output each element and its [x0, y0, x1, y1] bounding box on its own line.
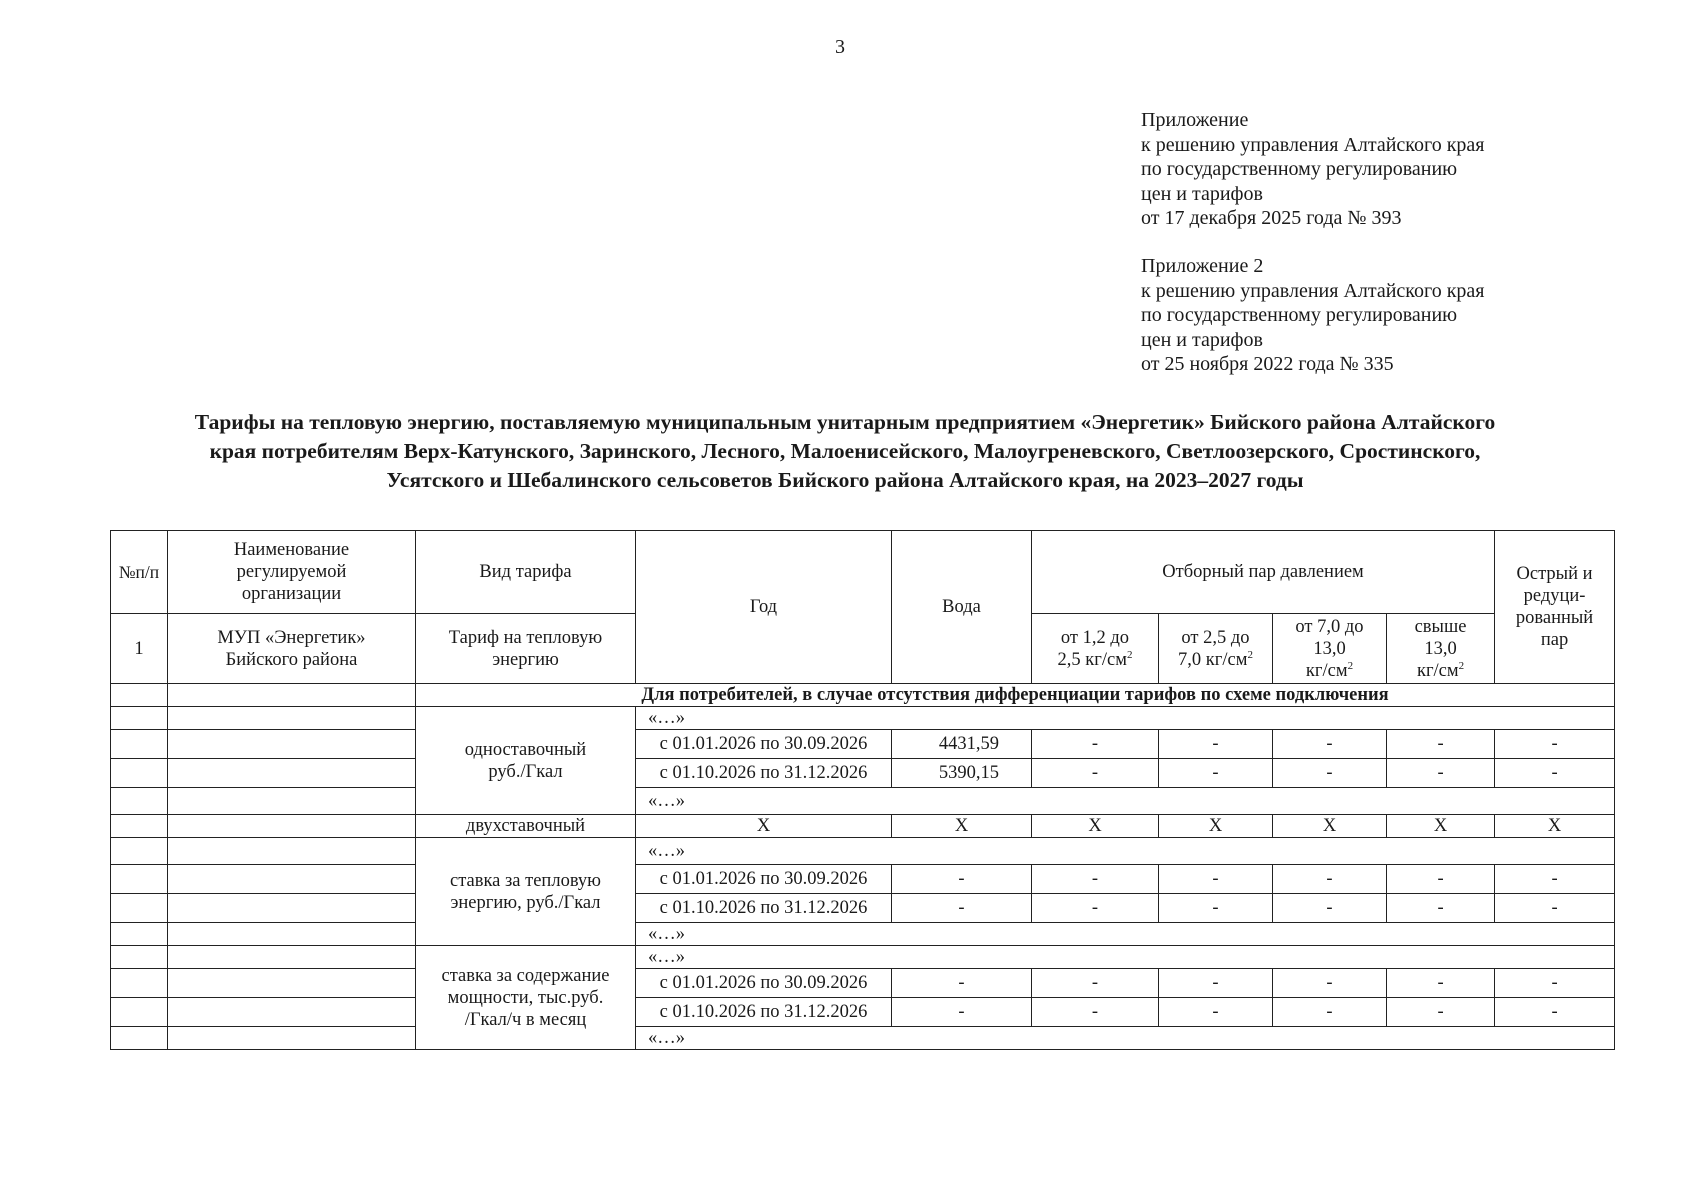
value-cell: - — [1495, 759, 1615, 788]
org-name-line: Бийского района — [225, 649, 358, 670]
steam-sup: 2 — [1458, 659, 1465, 672]
steam-line — [1036, 649, 1154, 671]
ellipsis-cell: «…» — [636, 838, 1615, 865]
ellipsis-cell: «…» — [636, 1027, 1615, 1050]
empty-cell — [111, 894, 168, 923]
header-steam-1 — [1032, 614, 1159, 684]
water-value: 5390,15 — [892, 759, 1032, 788]
header-sharp-line: редуци- — [1523, 586, 1586, 606]
label-line: ставка за содержание — [441, 965, 610, 986]
value-cell: - — [1159, 759, 1273, 788]
value-cell: - — [1273, 998, 1387, 1027]
header-year: Год — [636, 531, 892, 684]
value-cell: Х — [1387, 815, 1495, 838]
empty-cell — [111, 1027, 168, 1050]
org-name-line: МУП «Энергетик» — [217, 627, 366, 648]
table-row — [111, 815, 1615, 838]
document-title — [95, 408, 1595, 495]
steam-line: от 2,5 до — [1181, 627, 1250, 648]
header-steam-3 — [1273, 614, 1387, 684]
value-cell: - — [1032, 730, 1159, 759]
water-value: 4431,59 — [892, 730, 1032, 759]
value-cell: - — [1387, 969, 1495, 998]
value-cell: - — [1032, 969, 1159, 998]
section-row — [111, 684, 1615, 707]
label-line: ставка за тепловую — [449, 870, 601, 891]
period-cell: с 01.01.2026 по 30.09.2026 — [636, 865, 892, 894]
value-cell: Х — [636, 815, 892, 838]
appendix-line: от 17 декабря 2025 года № 393 — [1141, 207, 1402, 229]
header-num: №п/п — [111, 531, 168, 614]
value-cell: - — [1387, 759, 1495, 788]
value-cell: - — [1273, 969, 1387, 998]
org-tariff-line: Тариф на тепловую — [448, 627, 603, 648]
steam-line — [1277, 660, 1382, 682]
empty-cell — [111, 759, 168, 788]
empty-cell — [168, 684, 416, 707]
appendix-line: от 25 ноября 2022 года № 335 — [1141, 353, 1394, 375]
header-steam-4 — [1387, 614, 1495, 684]
table-row — [111, 923, 1615, 946]
header-steam: Отборный пар давлением — [1032, 531, 1495, 614]
empty-cell — [168, 838, 416, 865]
value-cell: - — [1159, 865, 1273, 894]
period-cell: с 01.01.2026 по 30.09.2026 — [636, 730, 892, 759]
empty-cell — [168, 759, 416, 788]
table-row — [111, 946, 1615, 969]
label-line: одноставочный — [464, 739, 587, 760]
value-cell: - — [892, 969, 1032, 998]
period-cell: с 01.10.2026 по 31.12.2026 — [636, 998, 892, 1027]
empty-cell — [168, 894, 416, 923]
steam-line: свыше — [1414, 616, 1467, 637]
org-tariff-type — [416, 614, 636, 684]
value-cell: Х — [1159, 815, 1273, 838]
empty-cell — [168, 946, 416, 969]
value-cell: - — [892, 865, 1032, 894]
table-row — [111, 865, 1615, 894]
empty-cell — [168, 730, 416, 759]
appendix-1-block — [1141, 108, 1485, 231]
table-row — [111, 894, 1615, 923]
header-org-line: регулируемой — [236, 562, 347, 582]
header-tariff-type: Вид тарифа — [416, 531, 636, 614]
value-cell: Х — [1495, 815, 1615, 838]
value-cell: - — [1032, 894, 1159, 923]
value-cell: - — [1495, 969, 1615, 998]
steam-line: от 7,0 до — [1295, 616, 1364, 637]
header-sharp-steam — [1495, 531, 1615, 684]
page-number: 3 — [835, 36, 845, 58]
value-cell: - — [1387, 998, 1495, 1027]
appendix-line: цен и тарифов — [1141, 328, 1263, 351]
tariff-table — [110, 530, 1615, 1050]
capacity-rate-label — [416, 946, 636, 1050]
table-row — [111, 969, 1615, 998]
label-line: энергию, руб./Гкал — [450, 892, 601, 913]
header-org-line: Наименование — [233, 540, 350, 560]
ellipsis-cell: «…» — [636, 946, 1615, 969]
value-cell: - — [1032, 865, 1159, 894]
appendix-line: по государственному регулированию — [1141, 158, 1458, 180]
steam-line — [1391, 660, 1490, 682]
steam-sup: 2 — [1347, 659, 1354, 672]
value-cell: Х — [1032, 815, 1159, 838]
ellipsis-cell: «…» — [636, 707, 1615, 730]
table-row — [111, 838, 1615, 865]
value-cell: - — [1273, 730, 1387, 759]
value-cell: - — [1159, 730, 1273, 759]
header-org-line: организации — [241, 584, 342, 604]
table-row — [111, 759, 1615, 788]
appendix-line: к решению управления Алтайского края — [1141, 279, 1485, 302]
steam-sup: 2 — [1247, 648, 1253, 661]
label-line: мощности, тыс.руб. — [447, 987, 604, 1008]
empty-cell — [168, 865, 416, 894]
steam-sup: 2 — [1126, 648, 1133, 661]
steam-line: от 1,2 до — [1060, 627, 1130, 648]
value-cell: - — [1495, 865, 1615, 894]
steam-line: 13,0 — [1424, 638, 1457, 659]
empty-cell — [111, 730, 168, 759]
title-line: края потребителям Верх-Катунского, Заринского, Лесного, Малоенисейского, Малоугреневского, Светлоозерского, Сростинского, — [209, 439, 1481, 463]
appendix-line: Приложение 2 — [1141, 255, 1264, 277]
value-cell: - — [1273, 865, 1387, 894]
ellipsis-cell: «…» — [636, 788, 1615, 815]
empty-cell — [111, 865, 168, 894]
empty-cell — [111, 923, 168, 946]
table-row — [111, 730, 1615, 759]
energy-rate-label — [416, 838, 636, 946]
table-row — [111, 1027, 1615, 1050]
org-tariff-line: энергию — [492, 649, 559, 670]
empty-cell — [111, 707, 168, 730]
period-cell: с 01.01.2026 по 30.09.2026 — [636, 969, 892, 998]
section-title: Для потребителей, в случае отсутствия дифференциации тарифов по схеме подключения — [416, 684, 1615, 707]
steam-unit: кг/см — [1416, 660, 1459, 681]
empty-cell — [111, 998, 168, 1027]
header-org-name — [168, 531, 416, 614]
value-cell: - — [1159, 969, 1273, 998]
steam-unit: 7,0 кг/см — [1178, 649, 1248, 670]
org-name — [168, 614, 416, 684]
value-cell: - — [1273, 894, 1387, 923]
appendix-2-block — [1141, 254, 1485, 377]
empty-cell — [168, 815, 416, 838]
empty-cell — [111, 815, 168, 838]
value-cell: - — [1387, 894, 1495, 923]
empty-cell — [111, 788, 168, 815]
header-row — [111, 531, 1615, 614]
value-cell: - — [1273, 759, 1387, 788]
value-cell: - — [1387, 865, 1495, 894]
empty-cell — [168, 969, 416, 998]
value-cell: Х — [892, 815, 1032, 838]
period-cell: с 01.10.2026 по 31.12.2026 — [636, 894, 892, 923]
steam-line: 13,0 — [1313, 638, 1346, 659]
value-cell: - — [892, 998, 1032, 1027]
value-cell: - — [1495, 730, 1615, 759]
table-row — [111, 998, 1615, 1027]
header-sharp-line: рованный — [1515, 608, 1594, 628]
empty-cell — [168, 1027, 416, 1050]
empty-cell — [168, 923, 416, 946]
value-cell: - — [1387, 730, 1495, 759]
value-cell: - — [1032, 759, 1159, 788]
table-row — [111, 707, 1615, 730]
label-line: /Гкал/ч в месяц — [464, 1009, 587, 1030]
value-cell: - — [1159, 894, 1273, 923]
header-sharp-line: пар — [1540, 630, 1569, 650]
value-cell: - — [1495, 894, 1615, 923]
empty-cell — [111, 969, 168, 998]
appendix-line: по государственному регулированию — [1141, 304, 1458, 326]
steam-line — [1163, 649, 1268, 671]
value-cell: - — [1032, 998, 1159, 1027]
value-cell: - — [892, 894, 1032, 923]
period-cell: с 01.10.2026 по 31.12.2026 — [636, 759, 892, 788]
empty-cell — [111, 946, 168, 969]
header-sharp-line: Острый и — [1516, 564, 1593, 584]
ellipsis-cell: «…» — [636, 923, 1615, 946]
title-line: Тарифы на тепловую энергию, поставляемую муниципальным унитарным предприятием «Энергетик» Бийского района Алтайского — [194, 410, 1496, 434]
steam-unit: кг/см — [1305, 660, 1348, 681]
empty-cell — [111, 684, 168, 707]
appendix-line: Приложение — [1141, 109, 1249, 131]
empty-cell — [168, 998, 416, 1027]
org-num: 1 — [111, 614, 168, 684]
label-line: руб./Гкал — [488, 761, 563, 782]
appendix-line: цен и тарифов — [1141, 182, 1263, 205]
empty-cell — [111, 838, 168, 865]
title-line: Усятского и Шебалинского сельсоветов Бийского района Алтайского края, на 2023–2027 годы — [386, 468, 1304, 492]
header-water: Вода — [892, 531, 1032, 684]
value-cell: - — [1495, 998, 1615, 1027]
value-cell: - — [1159, 998, 1273, 1027]
header-steam-2 — [1159, 614, 1273, 684]
table-row — [111, 788, 1615, 815]
appendix-line: к решению управления Алтайского края — [1141, 133, 1485, 156]
one-rate-label — [416, 707, 636, 815]
empty-cell — [168, 788, 416, 815]
two-rate-label: двухставочный — [416, 815, 636, 838]
steam-unit: 2,5 кг/см — [1057, 649, 1127, 670]
value-cell: Х — [1273, 815, 1387, 838]
empty-cell — [168, 707, 416, 730]
